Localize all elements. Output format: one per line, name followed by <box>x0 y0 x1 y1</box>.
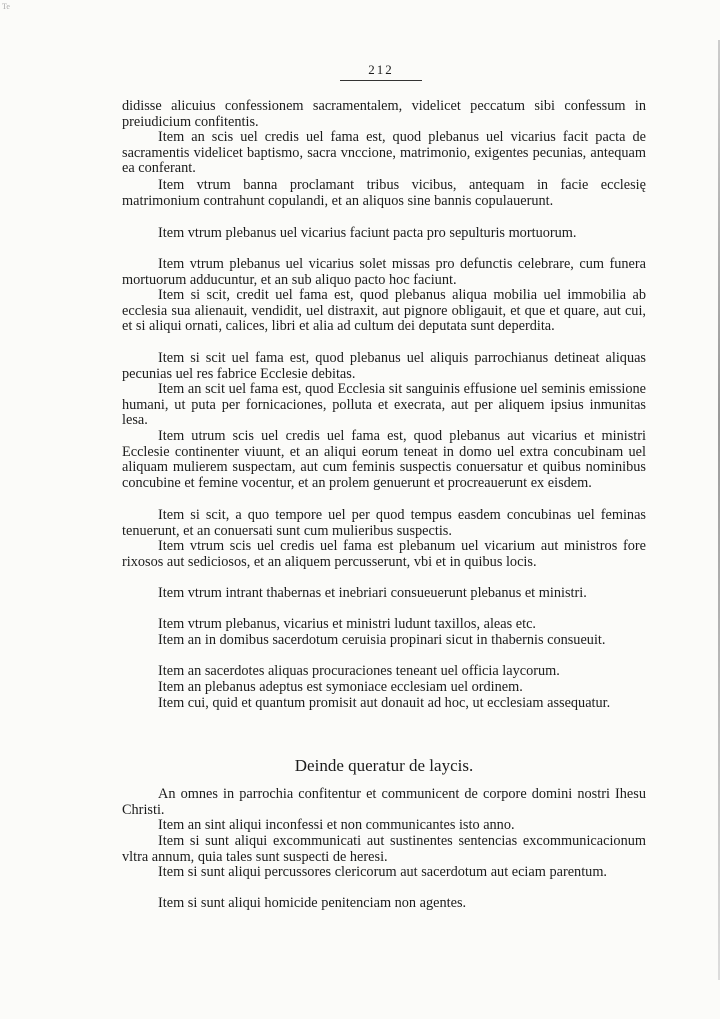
paragraph-procuraciones <box>122 664 646 680</box>
paragraph-taxillos <box>122 617 646 633</box>
paragraph-inconfessi <box>122 818 646 834</box>
paragraph-text: Item si sunt aliqui excommunicati aut sustinentes sentencias excommunicacionum vltra annum, quia tales sunt suspecti de heresi. <box>122 833 646 865</box>
paragraph-excommunicati <box>122 834 646 865</box>
paragraph-rixosos <box>122 539 646 570</box>
paragraph-text: Item vtrum banna proclamant tribus vicibus, antequam in facie ecclesię matrimonium contrahunt copulandi, et an aliquos sine bannis copulauerunt. <box>122 177 646 209</box>
page-number: 212 <box>368 62 394 77</box>
paragraph-text: Item an scis uel credis uel fama est, quod plebanus uel vicarius facit pacta de sacramentis videlicet baptismo, sacra vnccione, matrimonio, exigentes pecunias, antequam ea conferant. <box>122 129 646 177</box>
paragraph-text: Item an sacerdotes aliquas procuraciones teneant uel officia laycorum. <box>158 663 560 679</box>
paragraph-mobilia <box>122 288 646 335</box>
paragraph-text: Item vtrum plebanus uel vicarius solet missas pro defunctis celebrare, cum funera mortuorum adducuntur, et an sub aliquo pacto hoc faciunt. <box>122 256 646 288</box>
paragraph-text: Item an in domibus sacerdotum ceruisia propinari sicut in thabernis consueuit. <box>158 632 606 648</box>
scan-corner-mark: Te <box>2 2 10 11</box>
paragraph-pecunias <box>122 351 646 382</box>
paragraph-sepulturis <box>122 226 646 242</box>
paragraph-thabernas <box>122 586 646 602</box>
section-heading: Deinde queratur de laycis. <box>294 756 474 775</box>
paragraph-text: Item cui, quid et quantum promisit aut donauit ad hoc, ut ecclesiam assequatur. <box>158 695 611 711</box>
paragraph-homicide <box>122 896 646 912</box>
paragraph-text: Item vtrum plebanus uel vicarius faciunt pacta pro sepulturis mortuorum. <box>158 225 577 241</box>
paragraph-promisit <box>122 696 646 712</box>
paragraph-banna <box>122 178 646 209</box>
paragraph-text: Item vtrum scis uel credis uel fama est plebanum uel vicarium aut ministros fore rixosos aut sediciosos, et an aliquem percusserunt, vbi et in quibus locis. <box>122 538 646 570</box>
paragraph-text: Item utrum scis uel credis uel fama est, quod plebanus aut vicarius et ministri Ecclesie continenter viuunt, et an aliqui eorum teneat in domo uel extra concubinam uel aliquam mulierem suspectam, aut cum feminis suspectis conuersatur et quibus nominibus concubine et femine vocentur, et an prolem genuerunt et procreauerunt ex eisdem. <box>122 428 646 492</box>
paragraph-text: Item vtrum plebanus, vicarius et ministri ludunt taxillos, aleas etc. <box>158 616 536 632</box>
paragraph-text: Item an plebanus adeptus est symoniace ecclesiam uel ordinem. <box>158 679 523 695</box>
paragraph-text: An omnes in parrochia confitentur et communicent de corpore domini nostri Ihesu Christi. <box>122 786 646 818</box>
paragraph-text: Item si sunt aliqui homicide penitenciam non agentes. <box>158 895 467 911</box>
paragraph-text: Item si scit uel fama est, quod plebanus uel aliquis parrochianus detineat aliquas pecunias uel res fabrice Ecclesie debitas. <box>122 350 646 382</box>
paragraph-tempore <box>122 508 646 539</box>
paragraph-missas <box>122 257 646 288</box>
paragraph-ecclesia <box>122 382 646 429</box>
paragraph-confessio <box>122 99 646 130</box>
paragraph-ceruisia <box>122 633 646 649</box>
paragraph-text: didisse alicuius confessionem sacramentalem, videlicet peccatum sibi confessum in preiudicium confitentis. <box>122 98 646 130</box>
paragraph-text: Item si sunt aliqui percussores clericorum aut sacerdotum aut eciam parentum. <box>158 864 608 880</box>
paragraph-symoniace <box>122 680 646 696</box>
paragraph-text: Item an sint aliqui inconfessi et non communicantes isto anno. <box>158 817 515 833</box>
paragraph-text: Item an scit uel fama est, quod Ecclesia sit sanguinis effusione uel seminis emissione humani, ut puta per fornicaciones, polluta et execrata, aut per aliquem ipsius inmunitas lesa. <box>122 381 646 429</box>
paragraph-sacramenta <box>122 130 646 177</box>
paragraph-percussores <box>122 865 646 881</box>
paragraph-text: Item si scit, credit uel fama est, quod plebanus aliqua mobilia uel immobilia ab ecclesia sua alienauit, vendidit, uel distraxit, aut pignore obligauit, et que et quare, aut cui, et si aliqui ornati, calices, libri et alia ad cultum dei deputata sunt deperdita. <box>122 287 646 335</box>
paragraph-text: Item vtrum intrant thabernas et inebriari consueuerunt plebanus et ministri. <box>158 585 587 601</box>
paragraph-confitentur <box>122 787 646 818</box>
page-number-rule <box>340 80 422 81</box>
paragraph-concubinam <box>122 429 646 492</box>
paragraph-text: Item si scit, a quo tempore uel per quod tempus easdem concubinas uel feminas tenuerunt, et an conuersati sunt cum mulieribus suspectis. <box>122 507 646 539</box>
